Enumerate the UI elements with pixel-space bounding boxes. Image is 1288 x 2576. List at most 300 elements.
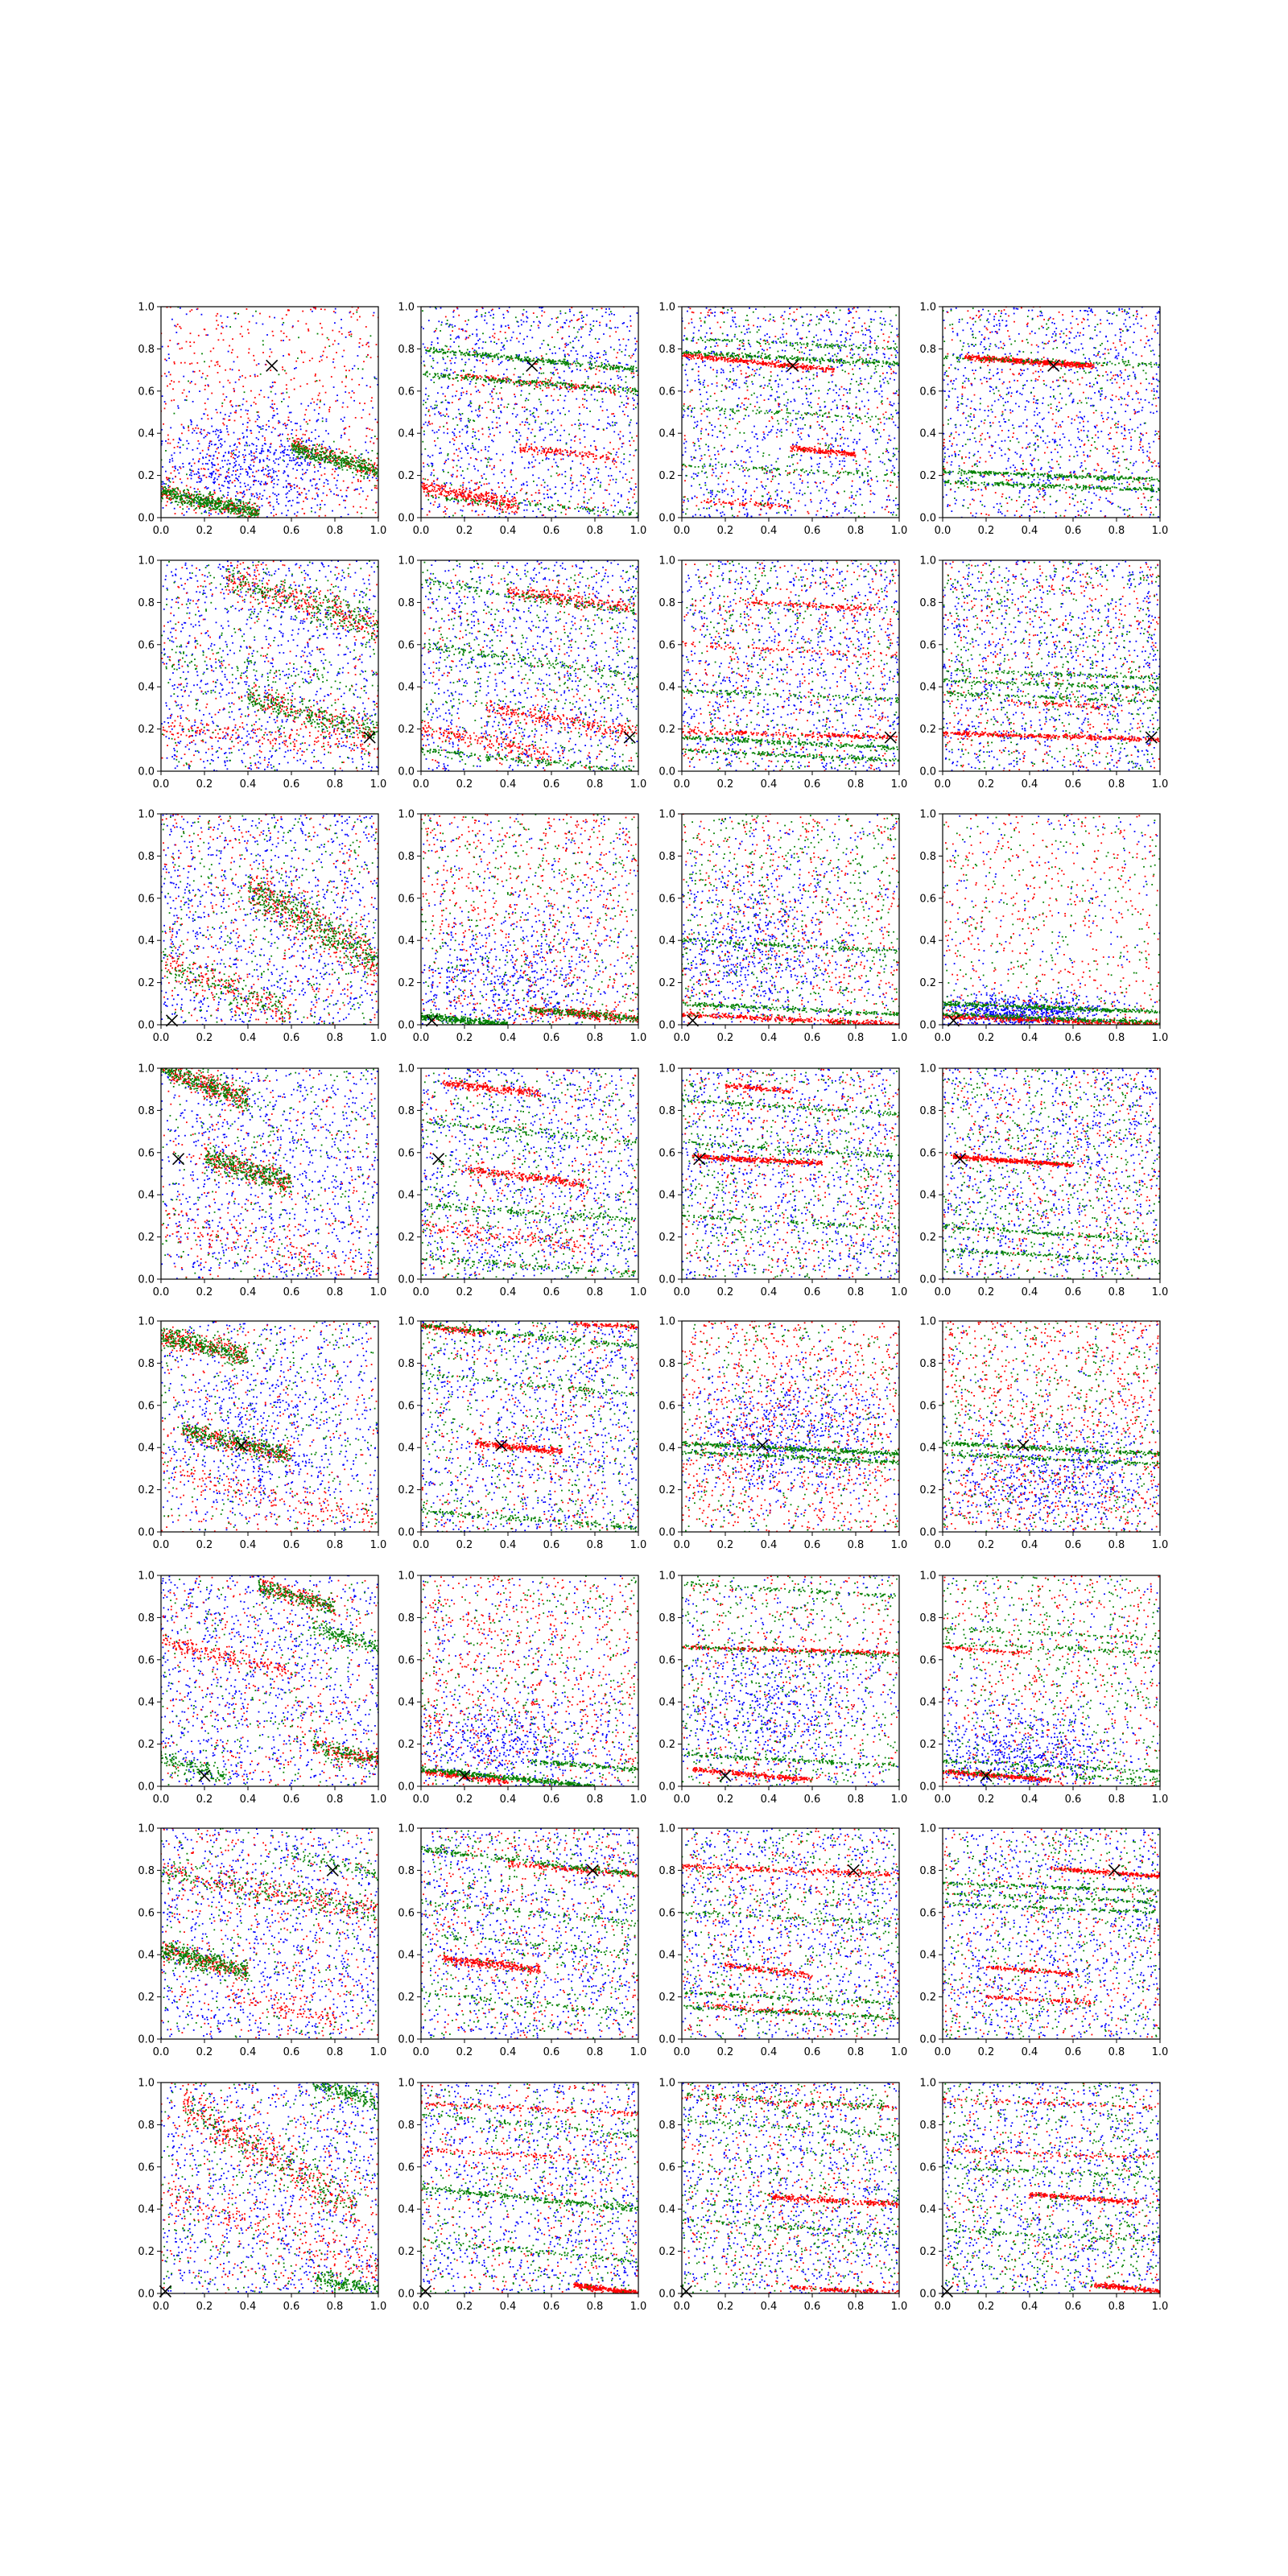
- data-point: [617, 493, 619, 494]
- data-point: [548, 458, 550, 460]
- data-point: [439, 349, 440, 350]
- data-point: [423, 462, 424, 464]
- data-point: [233, 390, 235, 392]
- data-point: [236, 449, 237, 451]
- data-point: [553, 399, 555, 401]
- data-point: [617, 366, 618, 368]
- data-point: [320, 451, 321, 452]
- data-point: [359, 346, 361, 348]
- data-point: [568, 336, 570, 337]
- data-point: [625, 510, 626, 512]
- data-point: [525, 422, 526, 423]
- data-point: [515, 316, 517, 318]
- data-point: [490, 315, 492, 316]
- data-point: [199, 507, 200, 509]
- data-point: [629, 424, 630, 426]
- data-point: [215, 506, 217, 508]
- data-point: [528, 428, 530, 430]
- data-point: [508, 403, 510, 405]
- data-point: [530, 350, 531, 352]
- data-point: [287, 424, 288, 426]
- data-point: [495, 494, 497, 496]
- data-point: [556, 363, 558, 365]
- data-point: [225, 369, 226, 371]
- data-point: [210, 456, 212, 457]
- data-point: [539, 382, 540, 384]
- data-point: [356, 312, 357, 313]
- data-point: [345, 386, 347, 387]
- data-point: [363, 476, 365, 477]
- data-point: [537, 502, 539, 504]
- data-point: [435, 445, 436, 447]
- data-point: [306, 421, 308, 423]
- data-point: [526, 505, 528, 506]
- data-point: [576, 361, 578, 362]
- data-point: [208, 460, 210, 461]
- data-point: [521, 489, 522, 490]
- data-point: [365, 450, 367, 452]
- data-point: [256, 471, 258, 473]
- data-point: [174, 470, 175, 472]
- data-point: [256, 445, 258, 447]
- data-point: [490, 341, 492, 342]
- data-point: [485, 491, 487, 493]
- data-point: [539, 489, 540, 491]
- data-point: [498, 486, 500, 488]
- data-point: [431, 379, 432, 381]
- data-point: [504, 349, 506, 350]
- data-point: [235, 318, 237, 320]
- data-point: [432, 430, 434, 431]
- data-point: [533, 456, 535, 458]
- data-point: [506, 423, 508, 424]
- data-point: [298, 443, 299, 444]
- data-point: [502, 314, 504, 316]
- data-point: [201, 377, 203, 378]
- data-point: [576, 358, 578, 360]
- data-point: [525, 400, 526, 402]
- data-point: [448, 402, 450, 404]
- data-point: [332, 330, 333, 332]
- data-point: [272, 427, 274, 428]
- data-point: [440, 488, 442, 489]
- data-point: [543, 373, 544, 374]
- data-point: [180, 493, 181, 494]
- data-point: [633, 393, 634, 394]
- data-point: [554, 451, 555, 452]
- data-point: [547, 423, 549, 425]
- data-point: [326, 494, 328, 496]
- data-point: [270, 369, 271, 371]
- data-point: [275, 449, 277, 451]
- data-point: [234, 420, 236, 422]
- data-point: [247, 514, 249, 515]
- data-point: [628, 398, 630, 399]
- data-point: [629, 491, 630, 493]
- data-point: [254, 510, 255, 511]
- data-point: [286, 485, 287, 487]
- data-point: [586, 390, 588, 391]
- data-point: [584, 407, 585, 408]
- data-point: [584, 436, 586, 438]
- data-point: [582, 345, 584, 347]
- data-point: [570, 447, 572, 448]
- data-point: [198, 473, 200, 474]
- data-point: [250, 430, 252, 431]
- data-point: [265, 469, 266, 470]
- data-point: [559, 377, 560, 378]
- data-point: [605, 512, 607, 514]
- data-point: [468, 375, 469, 377]
- data-point: [204, 402, 206, 404]
- data-point: [568, 353, 569, 355]
- data-point: [510, 502, 511, 503]
- data-point: [188, 492, 189, 493]
- data-point: [551, 449, 553, 451]
- data-point: [497, 398, 499, 400]
- data-point: [479, 391, 481, 393]
- data-point: [448, 377, 449, 378]
- data-point: [328, 433, 329, 435]
- data-point: [221, 444, 223, 446]
- data-point: [370, 357, 372, 358]
- data-point: [257, 514, 258, 516]
- data-point: [448, 493, 449, 494]
- data-point: [579, 329, 580, 331]
- data-point: [246, 410, 247, 411]
- data-point: [500, 460, 502, 461]
- data-point: [574, 361, 576, 362]
- data-point: [183, 501, 184, 502]
- data-point: [233, 361, 235, 363]
- data-point: [630, 320, 631, 322]
- data-point: [439, 504, 440, 506]
- data-point: [605, 353, 607, 355]
- data-point: [460, 392, 462, 394]
- data-point: [485, 506, 487, 507]
- data-point: [461, 457, 463, 459]
- data-point: [606, 514, 608, 515]
- data-point: [314, 454, 316, 456]
- data-point: [320, 448, 322, 450]
- data-point: [543, 312, 545, 313]
- data-point: [316, 488, 318, 489]
- data-point: [233, 513, 235, 514]
- data-point: [226, 471, 228, 473]
- data-point: [253, 465, 254, 467]
- data-point: [530, 432, 532, 434]
- data-point: [498, 418, 500, 419]
- data-point: [164, 486, 166, 488]
- data-point: [308, 328, 309, 330]
- data-point: [360, 506, 361, 508]
- data-point: [622, 436, 624, 437]
- data-point: [436, 401, 437, 402]
- data-point: [254, 461, 255, 463]
- data-point: [346, 452, 348, 453]
- data-point: [215, 473, 217, 475]
- data-point: [311, 431, 312, 433]
- data-point: [526, 510, 528, 511]
- data-point: [216, 508, 217, 510]
- data-point: [207, 398, 208, 400]
- x-tick-label: 0.4: [240, 525, 257, 537]
- data-point: [485, 499, 487, 501]
- data-point: [453, 341, 455, 343]
- data-point: [613, 448, 614, 450]
- data-point: [355, 489, 357, 490]
- data-point: [165, 403, 167, 405]
- data-point: [262, 324, 264, 325]
- data-point: [597, 473, 599, 474]
- x-tick-label: 0.6: [283, 525, 300, 537]
- data-point: [204, 475, 205, 477]
- data-point: [213, 489, 215, 491]
- data-point: [317, 494, 319, 496]
- data-point: [502, 482, 503, 484]
- data-point: [174, 325, 175, 327]
- data-point: [267, 470, 269, 472]
- data-point: [252, 472, 254, 473]
- data-point: [481, 477, 483, 479]
- data-point: [427, 491, 429, 493]
- data-point: [336, 352, 337, 353]
- data-point: [526, 336, 528, 337]
- data-point: [559, 311, 561, 312]
- data-point: [603, 502, 605, 504]
- data-point: [459, 419, 460, 420]
- data-point: [434, 373, 436, 374]
- data-point: [547, 485, 548, 487]
- data-point: [365, 473, 366, 474]
- data-point: [475, 353, 477, 355]
- data-point: [270, 443, 272, 444]
- data-point: [449, 360, 451, 361]
- data-point: [447, 387, 448, 389]
- data-point: [526, 444, 527, 446]
- data-point: [587, 385, 588, 386]
- data-point: [452, 467, 454, 469]
- data-point: [618, 448, 620, 450]
- data-point: [468, 497, 469, 499]
- data-point: [237, 510, 238, 512]
- data-point: [355, 457, 357, 459]
- data-point: [299, 458, 301, 460]
- data-point: [445, 514, 447, 515]
- data-point: [316, 505, 318, 506]
- data-point: [543, 514, 544, 516]
- data-point: [434, 486, 436, 488]
- data-point: [365, 442, 366, 444]
- panel-r1-c2: [398, 302, 646, 538]
- data-point: [549, 434, 551, 436]
- data-point: [373, 474, 374, 476]
- data-point: [481, 497, 482, 498]
- data-point: [586, 452, 588, 454]
- data-point: [250, 450, 252, 452]
- data-point: [436, 490, 438, 492]
- data-point: [549, 382, 551, 383]
- data-point: [214, 464, 216, 466]
- data-point: [486, 483, 488, 485]
- data-point: [318, 489, 320, 490]
- data-point: [509, 431, 510, 433]
- data-point: [479, 497, 481, 499]
- data-point: [280, 440, 282, 442]
- data-point: [318, 452, 320, 454]
- data-point: [320, 460, 322, 461]
- data-point: [448, 453, 449, 455]
- data-point: [243, 496, 245, 497]
- data-point: [231, 352, 233, 353]
- data-point: [501, 325, 502, 327]
- data-point: [497, 510, 498, 511]
- data-point: [460, 354, 462, 356]
- data-point: [604, 448, 605, 449]
- data-point: [548, 448, 550, 450]
- data-point: [180, 452, 181, 454]
- data-point: [524, 468, 526, 469]
- y-tick-label: 0.4: [138, 428, 155, 440]
- data-point: [606, 456, 608, 458]
- data-point: [294, 440, 295, 442]
- data-point: [267, 456, 269, 457]
- data-point: [444, 463, 445, 464]
- data-point: [586, 315, 588, 316]
- data-point: [283, 455, 285, 456]
- data-point: [616, 466, 617, 468]
- data-point: [189, 504, 191, 506]
- data-point: [519, 424, 521, 426]
- data-point: [628, 339, 630, 341]
- data-point: [337, 474, 339, 476]
- data-point: [595, 446, 597, 448]
- data-point: [272, 469, 274, 470]
- data-point: [290, 486, 291, 488]
- data-point: [422, 485, 423, 487]
- data-point: [227, 494, 229, 496]
- data-point: [162, 466, 163, 468]
- data-point: [228, 434, 229, 436]
- data-point: [563, 350, 564, 352]
- data-point: [272, 415, 274, 417]
- data-point: [272, 331, 274, 332]
- plot-area: [420, 306, 638, 518]
- data-point: [551, 378, 552, 379]
- data-point: [296, 441, 298, 443]
- data-point: [246, 443, 248, 444]
- data-point: [565, 493, 567, 494]
- data-point: [234, 480, 236, 481]
- data-point: [613, 500, 615, 502]
- data-point: [227, 431, 229, 433]
- data-point: [291, 485, 293, 487]
- data-point: [575, 436, 576, 437]
- data-point: [198, 503, 200, 505]
- data-point: [310, 452, 312, 453]
- data-point: [334, 471, 336, 473]
- data-point: [249, 477, 250, 478]
- data-point: [360, 481, 361, 482]
- data-point: [616, 452, 617, 453]
- data-point: [297, 357, 299, 359]
- data-point: [473, 428, 474, 430]
- data-point: [242, 386, 244, 387]
- data-point: [564, 385, 566, 386]
- data-point: [538, 416, 539, 418]
- data-point: [484, 510, 485, 512]
- data-point: [222, 494, 224, 496]
- data-point: [252, 493, 254, 495]
- data-point: [572, 391, 573, 393]
- data-point: [306, 441, 308, 443]
- data-point: [240, 482, 242, 484]
- data-point: [423, 374, 424, 375]
- data-point: [471, 411, 473, 412]
- data-point: [545, 382, 547, 383]
- data-point: [441, 322, 443, 324]
- data-point: [606, 325, 608, 327]
- data-point: [229, 487, 230, 489]
- data-point: [326, 419, 328, 420]
- data-point: [598, 382, 600, 383]
- data-point: [190, 382, 192, 384]
- data-point: [282, 324, 283, 325]
- data-point: [217, 506, 218, 508]
- data-point: [598, 428, 600, 430]
- data-point: [375, 419, 377, 420]
- data-point: [288, 484, 290, 485]
- y-tick-label: 0.2: [138, 470, 155, 482]
- data-point: [255, 403, 257, 405]
- data-point: [491, 396, 493, 398]
- data-point: [234, 511, 236, 513]
- data-point: [523, 321, 525, 323]
- data-point: [450, 352, 452, 353]
- data-point: [520, 452, 522, 453]
- data-point: [350, 336, 352, 337]
- data-point: [330, 491, 332, 493]
- data-point: [487, 459, 489, 460]
- data-point: [167, 490, 169, 492]
- data-point: [336, 460, 338, 461]
- data-point: [217, 470, 219, 472]
- data-point: [297, 458, 299, 460]
- data-point: [562, 327, 564, 328]
- data-point: [506, 378, 507, 380]
- data-point: [575, 423, 576, 425]
- data-point: [200, 478, 202, 480]
- data-point: [325, 456, 327, 457]
- data-point: [272, 417, 274, 419]
- data-point: [501, 342, 502, 344]
- data-point: [221, 474, 222, 476]
- data-point: [550, 324, 551, 326]
- data-point: [463, 392, 464, 394]
- data-point: [370, 460, 372, 461]
- data-point: [476, 329, 477, 331]
- data-point: [547, 379, 549, 381]
- data-point: [367, 464, 369, 466]
- data-point: [306, 456, 308, 458]
- data-point: [501, 398, 502, 399]
- data-point: [249, 469, 250, 470]
- data-point: [474, 483, 476, 485]
- data-point: [609, 493, 610, 495]
- data-point: [573, 452, 575, 453]
- data-point: [622, 370, 624, 372]
- data-point: [467, 431, 469, 432]
